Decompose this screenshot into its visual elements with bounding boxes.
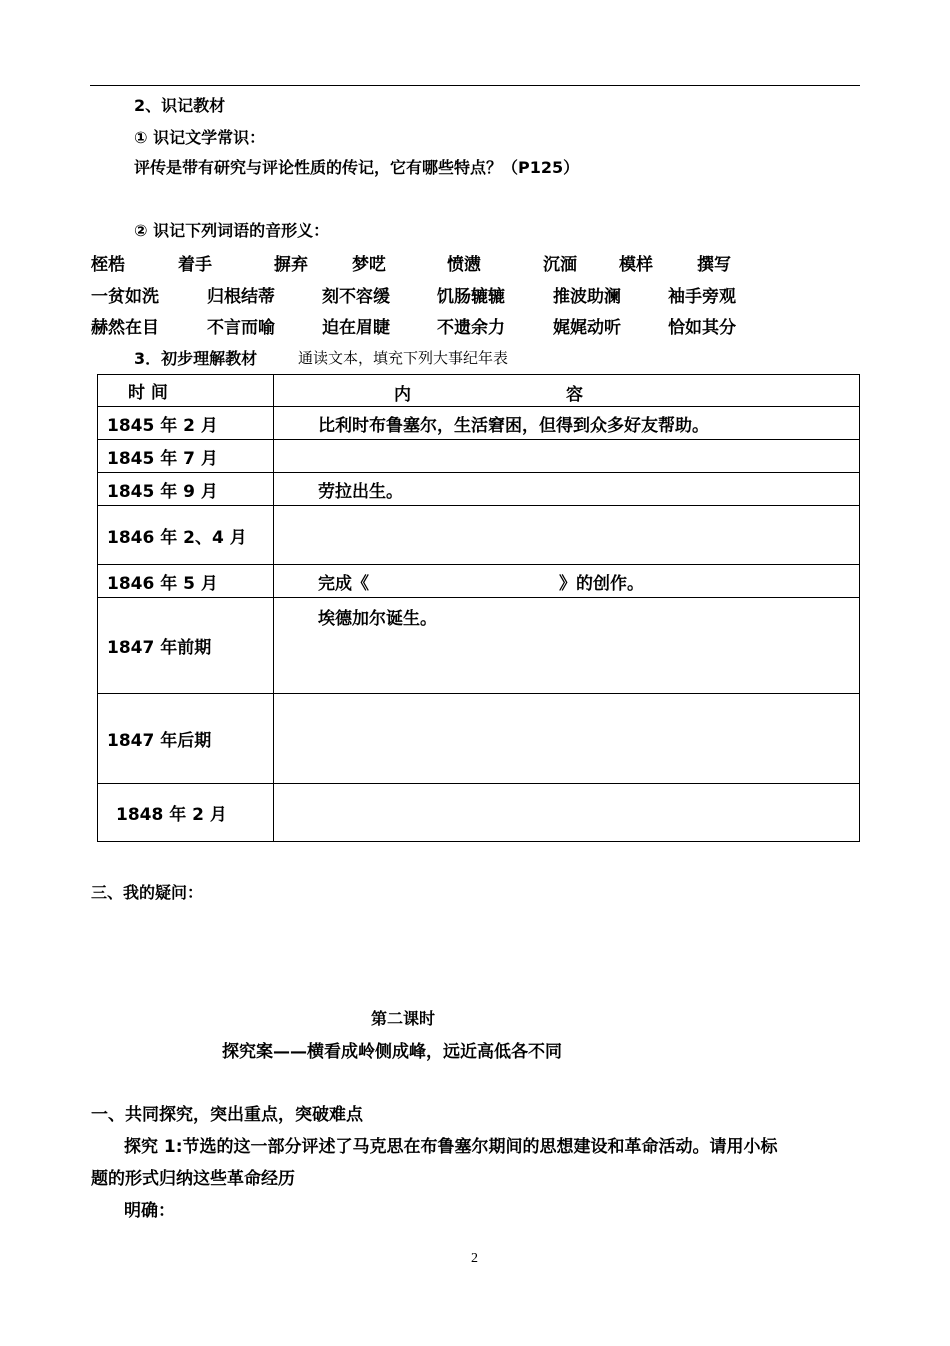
vocab-word: 梦呓: [352, 255, 386, 275]
time-cell: 1846 年 5 月: [98, 565, 274, 598]
content-cell[interactable]: [274, 784, 860, 842]
item-literary-knowledge: ① 识记文学常识：: [134, 128, 266, 147]
content-cell[interactable]: [274, 506, 860, 565]
vocab-word: 摒弃: [274, 255, 308, 275]
section-instruction: 通读文本，填充下列大事纪年表: [298, 349, 509, 367]
time-cell: 1845 年 7 月: [98, 440, 274, 473]
content-cell[interactable]: [274, 694, 860, 784]
vocab-word: 模样: [619, 255, 653, 275]
header-content-char: 容: [566, 385, 583, 405]
table-row: [98, 694, 860, 784]
time-cell: 1847 年后期: [98, 694, 274, 784]
content-cell: 埃德加尔诞生。: [274, 598, 860, 694]
vocab-idiom: 恰如其分: [668, 318, 736, 338]
content-cell: 劳拉出生。: [274, 473, 860, 506]
table-row: [98, 598, 860, 694]
header-rule: [90, 85, 860, 86]
section-heading-textbook: 2、识记教材: [134, 96, 226, 115]
vocab-idiom: 赫然在目: [91, 318, 159, 338]
vocab-word: 着手: [178, 255, 212, 275]
vocab-idiom: 推波助澜: [553, 287, 621, 307]
table-row: [98, 407, 860, 440]
header-content: [274, 375, 860, 407]
time-cell: 1846 年 2、4 月: [98, 506, 274, 565]
content-suffix: 》的创作。: [559, 573, 644, 594]
time-cell: 1847 年前期: [98, 598, 274, 694]
content-cell[interactable]: [274, 440, 860, 473]
table-row: [98, 440, 860, 473]
vocab-word: 愤懑: [447, 255, 481, 275]
table-header-row: [98, 375, 860, 407]
vocab-idiom: 一贫如洗: [91, 287, 159, 307]
question-biography: 评传是带有研究与评论性质的传记，它有哪些特点？（P125）: [134, 158, 580, 177]
clarify-label: 明确：: [124, 1201, 175, 1221]
vocab-word: 撰写: [697, 255, 731, 275]
time-cell: 1848 年 2 月: [98, 784, 274, 842]
content-cell: 比利时布鲁塞尔，生活窘困，但得到众多好友帮助。: [274, 407, 860, 440]
vocab-word: 沉湎: [543, 255, 577, 275]
vocab-idiom: 袖手旁观: [668, 287, 736, 307]
vocab-idiom: 不遗余力: [437, 318, 505, 338]
table-row: [98, 473, 860, 506]
inquiry-question-line1: 探究 1:节选的这一部分评述了马克思在布鲁塞尔期间的思想建设和革命活动。请用小标: [124, 1137, 778, 1157]
my-questions-heading: 三、我的疑问：: [91, 883, 204, 902]
table-row: [98, 565, 860, 598]
vocab-idiom: 刻不容缓: [322, 287, 390, 307]
chronology-table: [97, 374, 860, 842]
vocab-idiom: 归根结蒂: [207, 287, 275, 307]
lesson-title: 第二课时: [371, 1009, 436, 1028]
vocab-idiom: 饥肠辘辘: [437, 287, 505, 307]
table-row: [98, 784, 860, 842]
table-row: [98, 506, 860, 565]
content-prefix: 完成《: [318, 573, 369, 594]
item-vocabulary: ② 识记下列词语的音形义：: [134, 221, 330, 240]
content-cell[interactable]: [274, 565, 860, 598]
vocab-idiom: 娓娓动听: [553, 318, 621, 338]
header-content-char: 内: [394, 385, 411, 405]
lesson-subtitle: 探究案——横看成岭侧成峰，远近高低各不同: [222, 1042, 562, 1062]
page-number: 2: [471, 1251, 478, 1266]
inquiry-heading: 一、共同探究，突出重点，突破难点: [91, 1105, 363, 1125]
time-cell: 1845 年 2 月: [98, 407, 274, 440]
header-time: 时 间: [98, 375, 274, 407]
time-cell: 1845 年 9 月: [98, 473, 274, 506]
vocab-word: 桎梏: [91, 255, 125, 275]
section-heading-understanding: 3．初步理解教材: [134, 349, 258, 368]
vocab-idiom: 迫在眉睫: [322, 318, 390, 338]
vocab-idiom: 不言而喻: [207, 318, 275, 338]
inquiry-question-line2: 题的形式归纳这些革命经历: [91, 1169, 295, 1189]
